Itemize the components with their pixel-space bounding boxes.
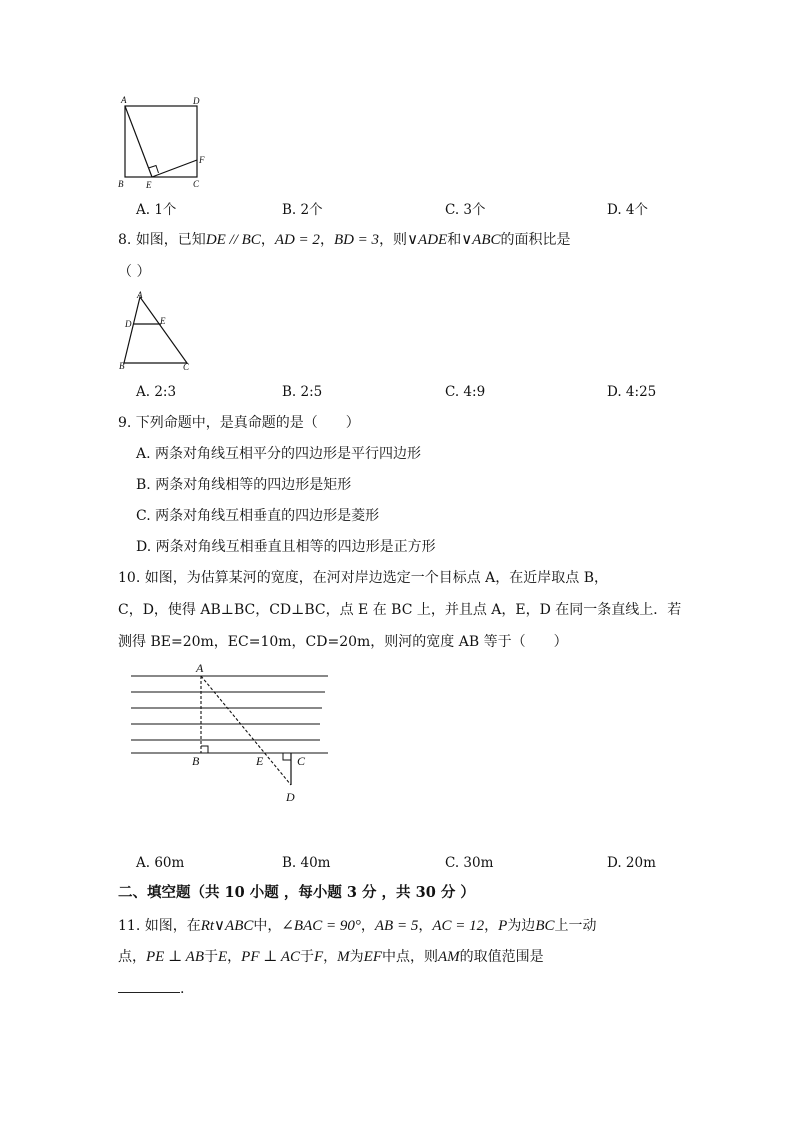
label-a: A — [137, 290, 143, 300]
q8-option-c: C. 4:9 — [445, 384, 486, 400]
q10-stem-line2: C，D，使得 AB⊥BC，CD⊥BC，点 E 在 BC 上，并且点 A，E，D 在同一条直线上．若 — [118, 602, 682, 618]
label-b: B — [192, 754, 200, 768]
q7-option-a: A. 1个 — [136, 202, 177, 218]
q10-stem-line1: 10. 如图，为估算某河的宽度，在河对岸边选定一个目标点 A，在近岸取点 B， — [118, 570, 609, 586]
q10-option-a: A. 60m — [136, 855, 185, 871]
question-number: 8. — [118, 232, 132, 248]
q8-option-b: B. 2:5 — [282, 384, 323, 400]
question-number: 11. — [118, 918, 141, 934]
label-a: A — [196, 661, 204, 675]
answer-blank[interactable] — [118, 978, 180, 993]
label-d: D — [125, 319, 132, 329]
label-c: C — [297, 754, 306, 768]
label-e: E — [256, 754, 264, 768]
q10-stem-line3: 测得 BE=20m，EC=10m，CD=20m，则河的宽度 AB 等于（ ） — [118, 634, 568, 650]
triangle-abc — [124, 297, 187, 363]
segment-ae — [125, 106, 152, 177]
q8-stem-line1: 8. 如图，已知DE // BC，AD = 2，BD = 3，则∨ADE和∨ABC的面积比是 — [118, 232, 571, 248]
q10-option-d: D. 20m — [607, 855, 656, 871]
right-angle-c — [283, 753, 291, 760]
q7-option-d: D. 4个 — [607, 202, 649, 218]
q10-option-c: C. 30m — [445, 855, 494, 871]
label-a: A — [121, 95, 127, 105]
label-e: E — [146, 180, 152, 190]
label-e: E — [160, 316, 166, 326]
q9-stem: 9. 下列命题中，是真命题的是（ ） — [118, 415, 360, 431]
q8-option-a: A. 2:3 — [136, 384, 177, 400]
q9-option-b: B. 两条对角线相等的四边形是矩形 — [136, 477, 352, 493]
q8-stem-line2: （ ） — [118, 264, 151, 280]
q9-option-d: D. 两条对角线互相垂直且相等的四边形是正方形 — [136, 539, 436, 555]
q8-option-d: D. 4:25 — [607, 384, 657, 400]
label-d: D — [286, 790, 295, 804]
square-abcd — [125, 106, 197, 177]
right-angle-b — [201, 746, 208, 753]
q9-option-c: C. 两条对角线互相垂直的四边形是菱形 — [136, 508, 380, 524]
label-b: B — [119, 361, 125, 371]
label-c: C — [193, 179, 200, 189]
river-lines — [131, 676, 328, 753]
label-c: C — [183, 362, 190, 372]
q11-stem-line2: 点，PE ⊥ AB于E，PF ⊥ AC于F，M为EF中点，则AM的取值范围是 — [118, 949, 544, 965]
segment-ef — [152, 160, 197, 177]
label-f: F — [199, 155, 205, 165]
q8-triangle-figure — [115, 290, 205, 370]
label-b: B — [118, 179, 124, 189]
q7-square-figure — [110, 92, 210, 192]
q10-river-figure — [128, 662, 348, 812]
label-d: D — [193, 96, 200, 106]
q11-answer-line: . — [118, 978, 184, 999]
section-heading: 二、填空题（共 10 小题 ，每小题 3 分 ，共 30 分 ） — [118, 884, 475, 901]
q7-option-b: B. 2个 — [282, 202, 323, 218]
q7-option-c: C. 3个 — [445, 202, 486, 218]
q10-option-b: B. 40m — [282, 855, 331, 871]
q9-option-a: A. 两条对角线互相平分的四边形是平行四边形 — [136, 446, 422, 462]
q11-stem-line1: 11. 如图，在Rt∨ABC中，∠BAC = 90°，AB = 5，AC = 12，P为边BC上一动 — [118, 918, 597, 934]
